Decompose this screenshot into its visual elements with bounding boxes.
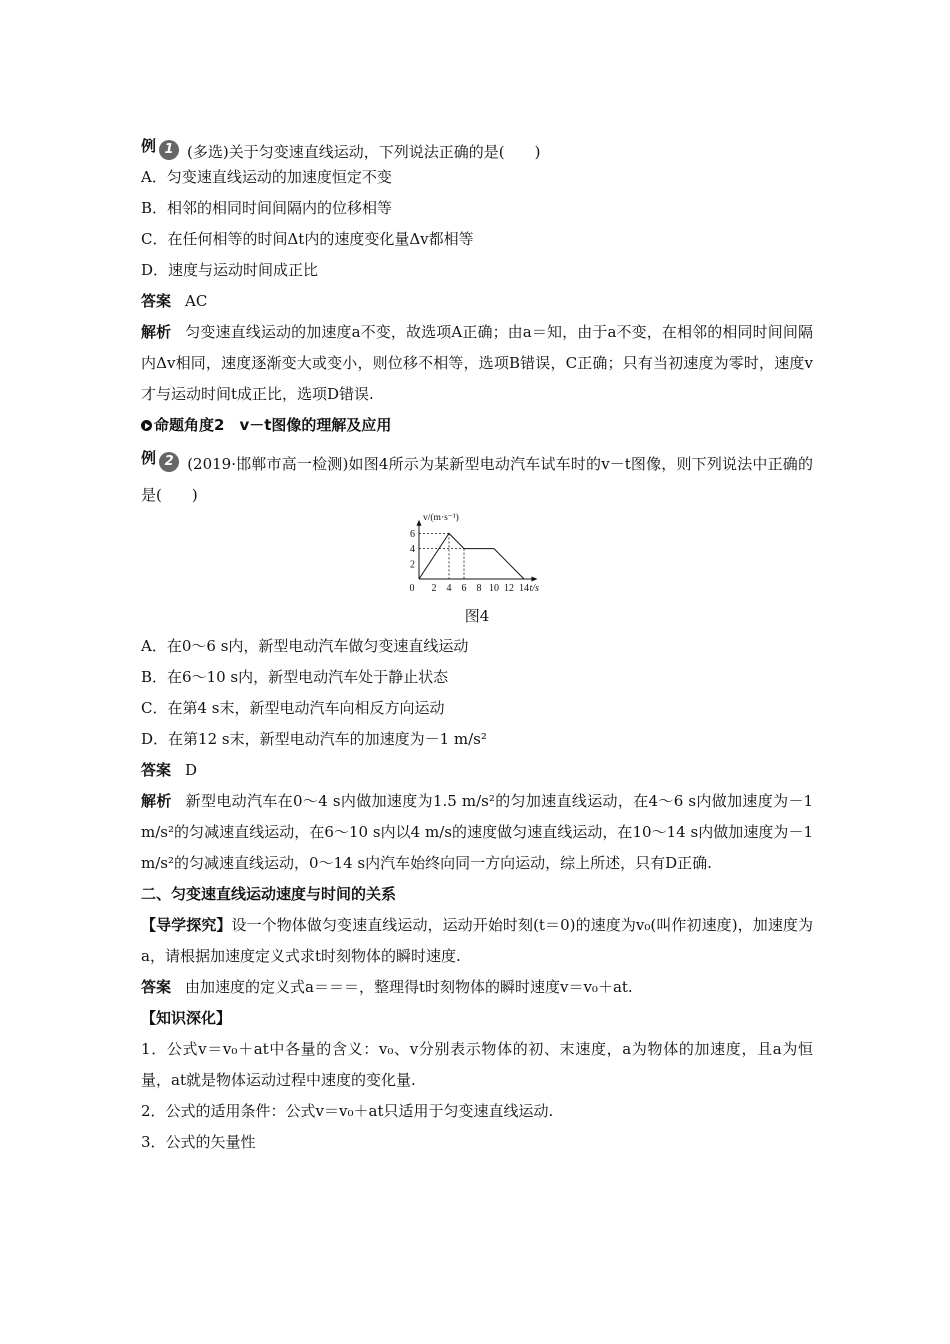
- x-tick-label: 12: [504, 583, 514, 594]
- example-label: 例: [141, 449, 157, 467]
- example-1-stem: [141, 126, 813, 162]
- analysis-label: 解析: [141, 792, 172, 810]
- x-tick-label: 10: [489, 583, 499, 594]
- vt-series-line: [419, 533, 524, 579]
- subtopic-heading: [141, 410, 813, 441]
- guide-paragraph: [141, 910, 813, 972]
- knowledge-point-3: 3．公式的矢量性: [141, 1133, 256, 1151]
- x-tick-label: 2: [431, 583, 437, 594]
- section-heading: 二、匀变速直线运动速度与时间的关系: [141, 885, 397, 903]
- knowledge-point-2: 2．公式的适用条件：公式v＝v₀＋at只适用于匀变速直线运动.: [141, 1102, 554, 1120]
- x-tick-label: 8: [476, 583, 482, 594]
- answer-text: 由加速度的定义式a＝＝＝，整理得t时刻物体的瞬时速度v＝v₀＋at.: [185, 978, 633, 996]
- deepen-label: 【知识深化】: [141, 1009, 232, 1027]
- y-tick-label: 6: [410, 528, 415, 540]
- example-number-badge: 2: [159, 452, 179, 472]
- x-tick-label: 4: [446, 583, 452, 594]
- analysis-text: 匀变速直线运动的加速度a不变，故选项A正确；由a＝知，由于a不变，在相邻的相同时间间隔内Δv相同，速度逐渐变大或变小，则位移不相等，选项B错误，C正确；只有当初速度为零时，速度v才与运动时间t成正比，选项D错误.: [141, 323, 813, 403]
- guide-label: 【导学探究】: [141, 916, 232, 934]
- answer-row: [141, 286, 813, 317]
- analysis-text: 新型电动汽车在0～4 s内做加速度为1.5 m/s²的匀加速直线运动，在4～6 s内做加速度为－1 m/s²的匀减速直线运动，在6～10 s内以4 m/s的速度做匀速直线运动，在10～14 s内做加速度为－1 m/s²的匀减速直线运动，0～14 s内汽车始终向同一方向运动，综上所述，只有D正确.: [141, 792, 813, 872]
- answer-label: 答案: [141, 292, 172, 310]
- example-number-badge: 1: [159, 140, 179, 160]
- analysis-label: 解析: [141, 323, 172, 341]
- y-tick-label: 2: [410, 559, 415, 571]
- option-c: C．在第4 s末，新型电动汽车向相反方向运动: [141, 699, 445, 717]
- example-label: 例: [141, 137, 157, 155]
- option-c: C．在任何相等的时间Δt内的速度变化量Δv都相等: [141, 230, 474, 248]
- page-content: [141, 126, 813, 1158]
- y-axis-label: v/(m·s⁻¹): [423, 513, 459, 523]
- option-b: B．在6～10 s内，新型电动汽车处于静止状态: [141, 668, 449, 686]
- option-b: B．相邻的相同时间间隔内的位移相等: [141, 199, 393, 217]
- x-tick-label: 14: [519, 583, 529, 594]
- subtopic-title: 命题角度2 v－t图像的理解及应用: [154, 416, 392, 434]
- x-axis-arrow: [532, 577, 538, 582]
- answer-value: D: [185, 761, 198, 779]
- guide-text: 设一个物体做匀变速直线运动，运动开始时刻(t＝0)的速度为v₀(叫作初速度)，加速度为a，请根据加速度定义式求t时刻物体的瞬时速度.: [141, 916, 813, 965]
- y-tick-label: 4: [410, 544, 415, 556]
- option-d: D．在第12 s末，新型电动汽车的加速度为－1 m/s²: [141, 730, 487, 748]
- answer-value: AC: [185, 292, 208, 310]
- y-axis-arrow: [417, 520, 422, 526]
- vt-figure: [141, 511, 813, 601]
- example-2-stem: [141, 443, 813, 511]
- figure-caption: 图4: [464, 607, 490, 625]
- answer-row: [141, 972, 813, 1003]
- option-a: A．在0～6 s内，新型电动汽车做匀变速直线运动: [141, 637, 469, 655]
- answer-row: [141, 755, 813, 786]
- x-axis-label: t/s: [529, 583, 539, 594]
- knowledge-point-1: 1．公式v＝v₀＋at中各量的含义：v₀、v分别表示物体的初、末速度，a为物体的加速度，且a为恒量，at就是物体运动过程中速度的变化量.: [141, 1040, 813, 1089]
- analysis-paragraph: [141, 317, 813, 410]
- play-bullet-icon: [141, 420, 152, 431]
- analysis-paragraph: [141, 786, 813, 879]
- x-tick-label: 0: [409, 583, 415, 594]
- vt-graph: [392, 511, 552, 597]
- question-stem: (2019·邯郸市高一检测)如图4所示为某新型电动汽车试车时的v－t图像，则下列说法中正确的是( ): [141, 455, 813, 504]
- option-d: D．速度与运动时间成正比: [141, 261, 319, 279]
- answer-label: 答案: [141, 761, 172, 779]
- option-a: A．匀变速直线运动的加速度恒定不变: [141, 168, 392, 186]
- answer-label: 答案: [141, 978, 172, 996]
- question-stem: (多选)关于匀变速直线运动，下列说法正确的是( ): [187, 143, 541, 161]
- x-tick-label: 6: [461, 583, 467, 594]
